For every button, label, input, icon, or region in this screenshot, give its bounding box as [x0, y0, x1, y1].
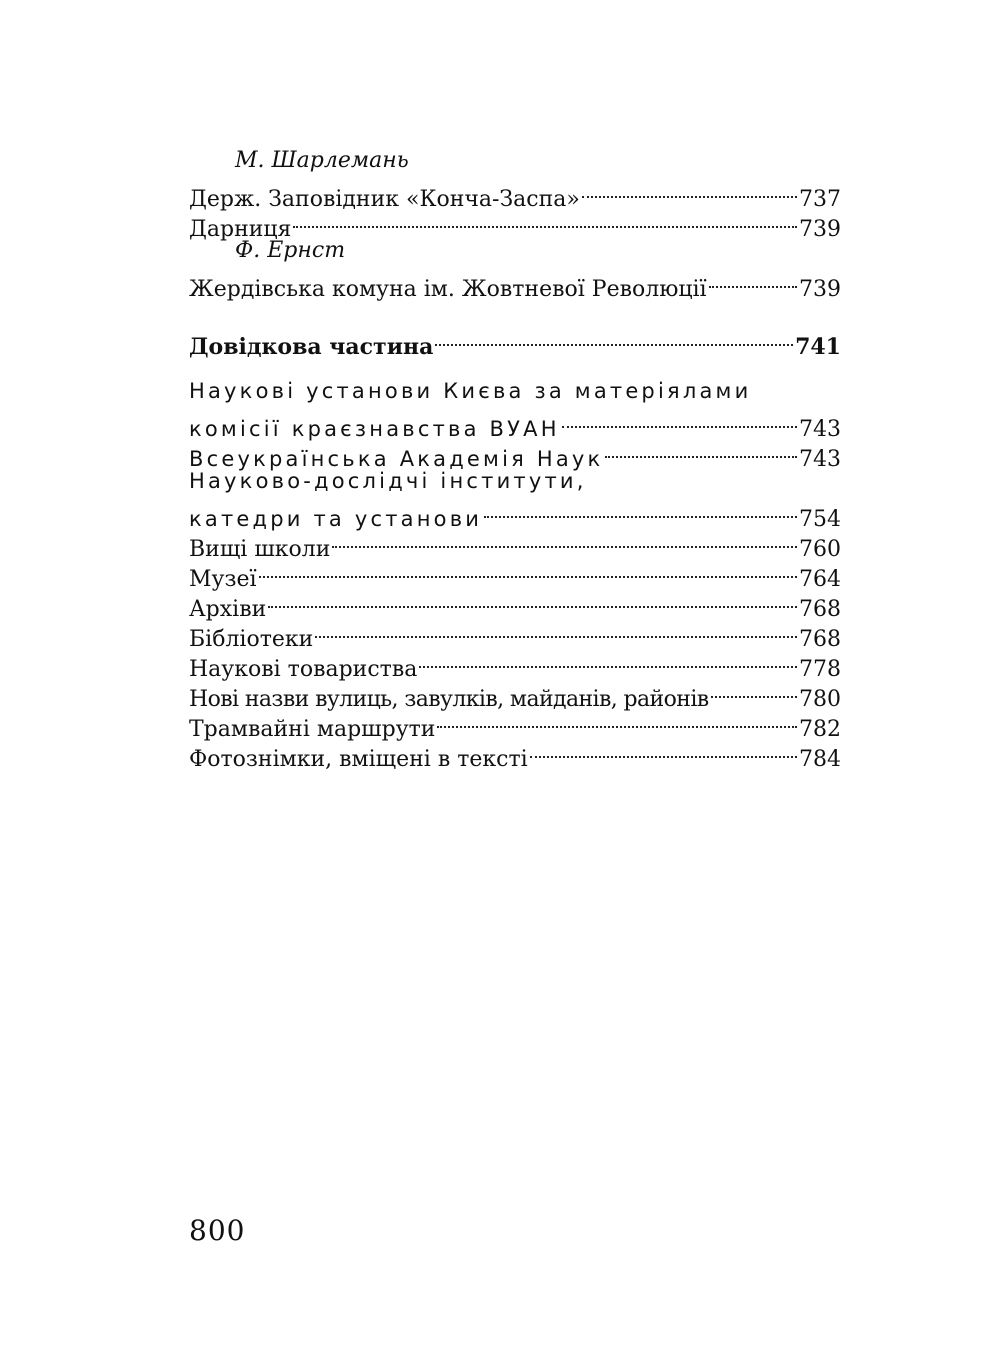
toc-entry-page: 739 — [799, 217, 841, 242]
toc-entry-page: 782 — [799, 717, 841, 742]
toc-entry-title: Нові назви вулиць, завулків, майданів, районів — [189, 687, 709, 712]
toc-section-title: Довідкова частина — [189, 334, 434, 360]
author-ernst: Ф. Ернст — [235, 238, 346, 263]
toc-entry-title: Держ. Заповідник «Конча-Заспа» — [189, 187, 580, 212]
toc-entry-page: 768 — [799, 627, 841, 652]
toc-entry-page: 754 — [799, 507, 841, 532]
dot-leader — [259, 556, 797, 586]
dot-leader — [709, 266, 797, 296]
toc-entry-arkhivy — [189, 586, 841, 622]
dot-leader — [435, 324, 793, 354]
toc-entry-biblioteky — [189, 616, 841, 652]
toc-entry-instytuty-line1 — [189, 466, 841, 496]
toc-entry-title: Бібліотеки — [189, 627, 314, 652]
toc-entry-page: 784 — [799, 747, 841, 772]
dot-leader — [332, 526, 797, 556]
dot-leader — [268, 586, 797, 616]
toc-entry-title: Вищі школи — [189, 537, 331, 562]
toc-entry-title: комісії краєзнавства ВУАН — [189, 417, 560, 441]
dot-leader — [419, 646, 797, 676]
toc-entry-title: Жердівська комуна ім. Жовтневої Революції — [189, 277, 707, 302]
dot-leader — [711, 676, 797, 706]
toc-entry-title: Архіви — [189, 597, 267, 622]
dot-leader — [530, 736, 797, 766]
dot-leader — [315, 616, 797, 646]
toc-entry-instytuty-line2 — [189, 496, 841, 532]
toc-entry-title: Наукові установи Києва за матеріялами — [189, 379, 752, 403]
toc-entry-page: 768 — [799, 597, 841, 622]
dot-leader — [605, 436, 797, 466]
toc-entry-page: 737 — [799, 187, 841, 212]
toc-entry-naukovi-ustanovy-line2 — [189, 406, 841, 442]
toc-entry-title: Музеї — [189, 567, 257, 592]
toc-entry-zherdivska-komuna — [189, 266, 841, 302]
toc-entry-page: 739 — [799, 277, 841, 302]
toc-entry-page: 764 — [799, 567, 841, 592]
toc-entry-title: Наукові товариства — [189, 657, 418, 682]
dot-leader — [437, 706, 797, 736]
toc-entry-page: 743 — [799, 447, 841, 472]
toc-entry-title: Дарниця — [189, 217, 292, 242]
toc-entry-naukovi-ustanovy-line1 — [189, 376, 841, 406]
toc-section-page: 741 — [795, 334, 841, 360]
table-of-contents — [189, 146, 841, 772]
dot-leader — [582, 176, 797, 206]
toc-entry-page: 743 — [799, 417, 841, 442]
page-number: 800 — [189, 1214, 246, 1247]
toc-entry-page: 778 — [799, 657, 841, 682]
toc-entry-page: 760 — [799, 537, 841, 562]
dot-leader — [484, 496, 797, 526]
toc-section-dovidkova-chastyna — [189, 324, 841, 360]
dot-leader — [293, 206, 797, 236]
author-sharleman: М. Шарлемань — [235, 148, 409, 173]
toc-entry-muzei — [189, 556, 841, 592]
toc-entry-title: Фотознімки, вміщені в тексті — [189, 747, 528, 772]
toc-entry-title: катедри та установи — [189, 507, 483, 531]
dot-leader — [562, 406, 797, 436]
toc-entry-title: Трамвайні маршрути — [189, 717, 436, 742]
toc-entry-page: 780 — [799, 687, 841, 712]
toc-entry-title: Всеукраїнська Академія Наук — [189, 447, 604, 471]
toc-entry-title: Науково-дослідчі інститути, — [189, 469, 587, 493]
toc-entry-koncha-zaspa — [189, 176, 841, 212]
